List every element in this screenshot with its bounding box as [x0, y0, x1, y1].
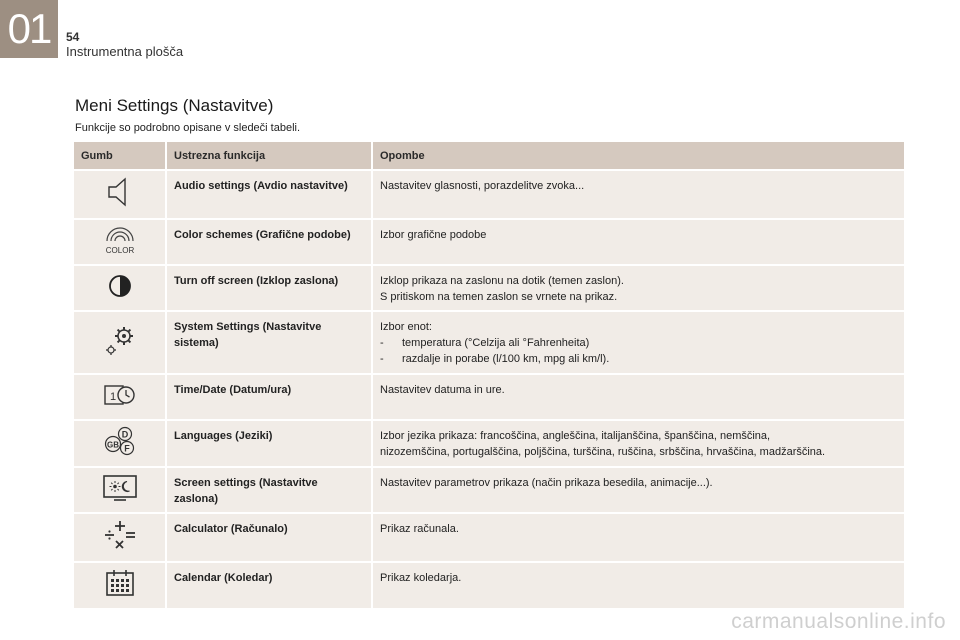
half-circle-icon [106, 272, 134, 300]
column-header-button: Gumb [74, 142, 167, 169]
note-text: Nastavitev datuma in ure. [373, 373, 904, 419]
icon-cell [74, 419, 167, 466]
language-gb-label: GB [106, 440, 119, 450]
note-text: Izbor grafične podobe [373, 218, 904, 264]
chapter-tab: 01 [0, 0, 58, 58]
note-text: Izbor enot: [380, 321, 432, 333]
note-bullets [380, 335, 897, 367]
column-header-notes: Opombe [373, 142, 904, 169]
table-row [74, 373, 904, 419]
table-row [74, 466, 904, 512]
color-icon-label: COLOR [105, 245, 134, 255]
icon-cell [74, 169, 167, 218]
speaker-icon [105, 175, 135, 209]
table-header-row [74, 142, 904, 169]
gears-icon [103, 323, 137, 357]
watermark: carmanualsonline.info [731, 610, 946, 633]
function-label: Audio settings (Avdio nastavitve) [167, 169, 373, 218]
icon-cell [74, 310, 167, 373]
note-text: Izklop prikaza na zaslonu na dotik (temen zaslon). [380, 275, 624, 287]
function-label: Screen settings (Nastavitve zaslona) [167, 466, 373, 512]
function-label: Calculator (Računalo) [167, 512, 373, 561]
function-label: System Settings (Nastavitve sistema) [167, 310, 373, 373]
icon-cell [74, 264, 167, 310]
languages-icon [101, 425, 139, 457]
color-schemes-icon [98, 225, 142, 255]
settings-table [74, 142, 904, 608]
calendar-day-label: 1 [109, 390, 116, 403]
function-label: Turn off screen (Izklop zaslona) [167, 264, 373, 310]
note-text-2: nizozemščina, portugalščina, poljščina, turščina, ruščina, srbščina, hrvaščina, madžarščina. [380, 446, 826, 458]
note-text-2: S pritiskom na temen zaslon se vrnete na prikaz. [380, 291, 618, 303]
page-number: 54 [66, 30, 80, 44]
table-row [74, 419, 904, 466]
icon-cell [74, 512, 167, 561]
table-row [74, 561, 904, 608]
page-section-title: Instrumentna plošča [66, 44, 184, 59]
screen-settings-icon [101, 473, 139, 503]
function-label: Time/Date (Datum/ura) [167, 373, 373, 419]
note-text: Prikaz računala. [373, 512, 904, 561]
calendar-icon [102, 567, 138, 599]
table-row [74, 310, 904, 373]
table-row [74, 218, 904, 264]
icon-cell [74, 466, 167, 512]
icon-cell [74, 561, 167, 608]
section-title: Meni Settings (Nastavitve) [75, 96, 274, 115]
note-text: Nastavitev glasnosti, porazdelitve zvoka... [373, 169, 904, 218]
table-row [74, 169, 904, 218]
icon-cell [74, 218, 167, 264]
language-f-label: F [123, 443, 130, 454]
function-label: Languages (Jeziki) [167, 419, 373, 466]
table-row [74, 512, 904, 561]
function-label: Calendar (Koledar) [167, 561, 373, 608]
intro-text: Funkcije so podrobno opisane v sledeči tabeli. [75, 122, 301, 134]
list-item: - razdalje in porabe (l/100 km, mpg ali km/l). [380, 351, 897, 367]
column-header-function: Ustrezna funkcija [167, 142, 373, 169]
time-date-icon [102, 381, 138, 409]
function-label: Color schemes (Grafične podobe) [167, 218, 373, 264]
calculator-icon [100, 518, 140, 552]
note-cell [373, 310, 904, 373]
table-row [74, 264, 904, 310]
note-cell [373, 264, 904, 310]
note-cell [373, 419, 904, 466]
language-d-label: D [121, 429, 128, 440]
note-text: Prikaz koledarja. [373, 561, 904, 608]
list-item: - temperatura (°Celzija ali °Fahrenheita) [380, 335, 897, 351]
icon-cell [74, 373, 167, 419]
note-text: Nastavitev parametrov prikaza (način prikaza besedila, animacije...). [373, 466, 904, 512]
note-text: Izbor jezika prikaza: francoščina, angleščina, italijanščina, španščina, nemščina, [380, 430, 771, 442]
